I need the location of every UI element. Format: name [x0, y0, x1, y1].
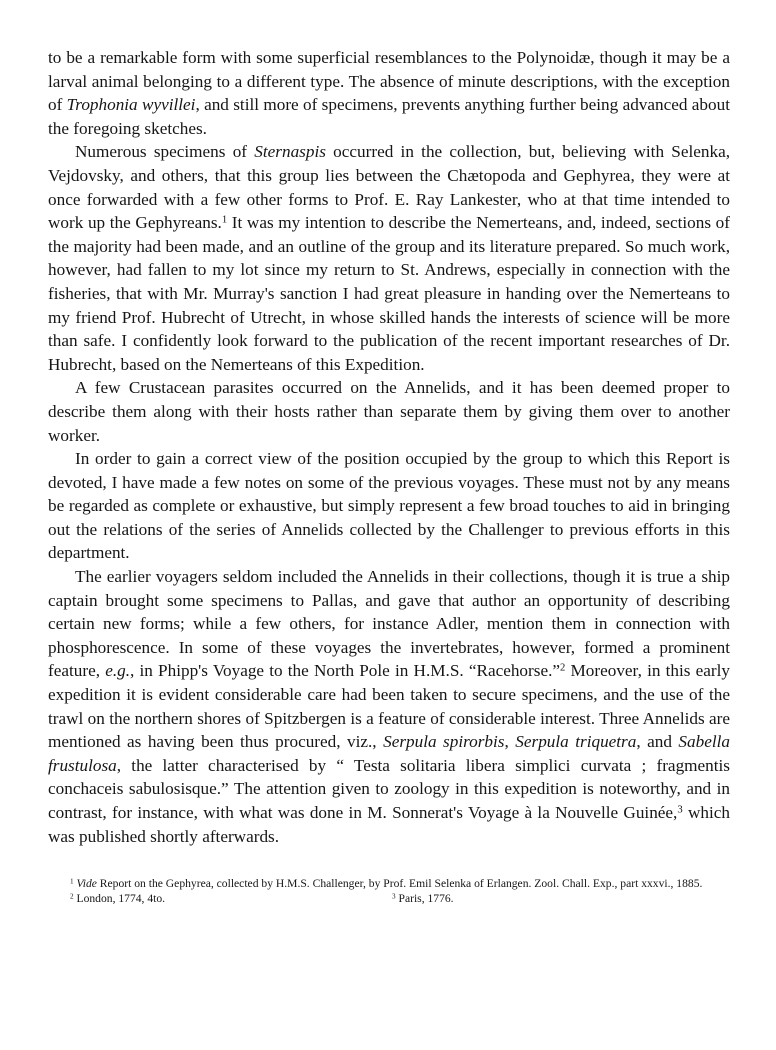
paragraph: In order to gain a correct view of the position occupied by the group to which this Report is devoted, I have made a few notes on some of the previous voyages. These must not by any means be regarded as complete or exhaustive, but simply represent a few broad touches to aid in bringing out the relations of the series of Annelids collected by the Challenger to previous efforts in this department.	[48, 449, 730, 563]
footnote-1	[48, 876, 730, 891]
paragraph: A few Crustacean parasites occurred on the Annelids, and it has been deemed proper to describe them along with their hosts rather than separate them by giving them over to another worker.	[48, 378, 730, 445]
italic-text: e.g.	[105, 661, 131, 681]
footnote-text: Vide Report on the Gephyrea, collected by H.M.S. Challenger, by Prof. Emil Selenka of Erlangen. Zool. Chall. Exp., part xxxvi., 1885.	[76, 877, 703, 891]
paragraph: Numerous specimens of Sternaspis occurred in the collection, but, believing with Selenka, Vejdovsky, and others, that this group lies between the Chætopoda and Gephyrea, they were at once forwarded with a few other forms to Prof. E. Ray Lankester, who at that time intended to work up the Gephyreans.$^1$ It was my intention to describe the Nemerteans, and, indeed, sections of the majority had been made, and an outline of the group and its literature prepared. So much work, however, had fallen to my lot since my return to St. Andrews, especially in connection with the fisheries, that with Mr. Murray's sanction I had great pleasure in handing over the Nemerteans to my friend Prof. Hubrecht of Utrecht, in whose skilled hands the interests of science will be more than safe. I confidently look forward to the publication of the recent important researches of Dr. Hubrecht, based on the Nemerteans of this Expedition.	[48, 142, 730, 374]
italic-text: Sabella frustulosa	[48, 732, 730, 775]
footnote-marker: 3	[392, 892, 396, 901]
italic-text: Serpula spirorbis	[383, 732, 505, 752]
footnote-row	[48, 891, 730, 906]
footnote-marker: 2	[70, 892, 74, 901]
body-text	[48, 46, 730, 848]
italic-text: Serpula triquetra	[515, 732, 637, 752]
footnote-text: London, 1774, 4to.	[76, 892, 166, 906]
footnote-reference: 3	[677, 804, 683, 816]
paragraph: to be a remarkable form with some superficial resemblances to the Polynoidæ, though it may be a larval animal belonging to a different type. The absence of minute descriptions, with the exception of Trophonia wyvillei, and still more of specimens, prevents anything further being advanced about the foregoing sketches.	[48, 48, 730, 138]
footnotes	[48, 876, 730, 906]
paragraph: The earlier voyagers seldom included the Annelids in their collections, though it is true a ship captain brought some specimens to Pallas, and gave that author an opportunity of describing certain new forms; while a few others, for instance Adler, mention them in connection with phosphorescence. In some of these voyages the invertebrates, however, formed a prominent feature, e.g., in Phipp's Voyage to the North Pole in H.M.S. “Racehorse.”$^2$ Moreover, in this early expedition it is evident considerable care had been taken to secure specimens, and the use of the trawl on the northern shores of Spitzbergen is a feature of considerable interest. Three Annelids are mentioned as having been thus procured, viz., Serpula spirorbis, Serpula triquetra, and Sabella frustulosa, the latter characterised by “ Testa solitaria libera simplici curvata ; fragmentis conchaceis sabulosisque.” The attention given to zoology in this expedition is noteworthy, and in contrast, for instance, with what was done in M. Sonnerat's Voyage à la Nouvelle Guinée,$^3$ which was published shortly afterwards.	[48, 567, 730, 846]
italic-text: Vide	[76, 877, 97, 891]
italic-text: Trophonia wyvillei	[66, 95, 196, 115]
italic-text: Sternaspis	[254, 142, 326, 162]
footnote-reference: 2	[560, 663, 566, 675]
footnote-text: Paris, 1776.	[398, 892, 454, 906]
footnote-marker: 1	[70, 877, 74, 886]
footnote-2	[70, 891, 392, 906]
footnote-3	[392, 891, 454, 906]
footnote-reference: 1	[221, 214, 228, 226]
